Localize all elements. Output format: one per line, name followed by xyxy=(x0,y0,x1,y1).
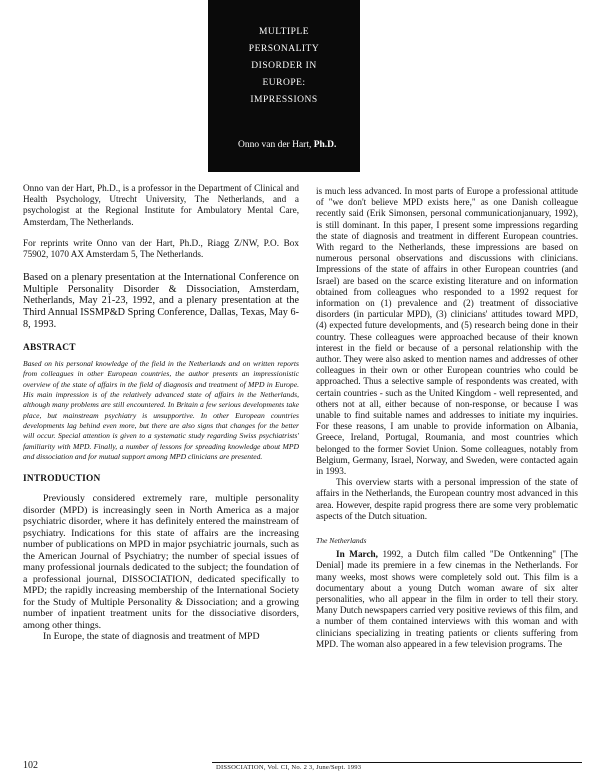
introduction-heading: INTRODUCTION xyxy=(23,474,101,485)
abstract-heading: ABSTRACT xyxy=(23,343,76,354)
byline xyxy=(238,140,336,150)
author-name: Onno van der Hart, xyxy=(238,140,312,150)
title-line-5: IMPRESSIONS xyxy=(250,95,318,105)
netherlands-lead: In March, xyxy=(336,549,378,560)
right-paragraph-2: This overview starts with a personal impression of the state of affairs in the Netherlands, the European country most advanced in this area. However, despite rapid progress there are some very problematic aspects of the Dutch situation. xyxy=(316,477,578,521)
footer-rule xyxy=(212,762,582,763)
title-line-3: DISORDER IN xyxy=(251,61,317,71)
netherlands-paragraph xyxy=(316,549,578,650)
left-column xyxy=(23,183,299,643)
title-line-4: EUROPE: xyxy=(262,78,306,88)
intro-paragraph-2: In Europe, the state of diagnosis and treatment of MPD xyxy=(43,631,260,643)
netherlands-text: 1992, a Dutch film called "De Ontkenning" [The Denial] made its premiere in a few cinemas in the Netherlands. For many weeks, most shows were completely sold out. This film is a documentary about a young Dutch woman aware of six alter personalities, who all appear in the film in order to tell their story. Many Dutch newspapers carried very positive reviews of this film, and a number of them contained interviews with this woman and with clinicians specializing in treating patients or clients suffering from MPD. The woman also appeared in a few television programs. The xyxy=(316,549,578,649)
right-column xyxy=(316,186,578,650)
netherlands-subhead: The Netherlands xyxy=(316,536,367,546)
title-line-2: PERSONALITY xyxy=(248,44,320,54)
author-bio: Onno van der Hart, Ph.D., is a professor in the Department of Clinical and Health Psychology, Utrecht University, The Netherlands, and a psychologist at the Regional Institute for Ambulatory Mental Care, Amsterdam, The Netherlands. xyxy=(23,183,299,227)
intro-paragraph-1: Previously considered extremely rare, multiple personality disorder (MPD) is increasingly seen in North America as a major psychiatric disorder, where it has definitely entered the mainstream of psychiatry. Indications for this state of affairs are the increasing number of publications on MPD in major psychiatric journals, such as the American Journal of Psychiatry; the number of special issues of many professional journals dedicated to the subject; the foundation of a professional journal, DISSOCIATION, dedicated specifically to MPD; the rapidly increasing membership of the International Society for the Study of Multiple Personality & Dissociation; and a growing number of inpatient treatment units for the dissociative disorders, among other things. xyxy=(23,493,299,631)
abstract-text: Based on his personal knowledge of the field in the Netherlands and on written reports from colleagues in other European countries, the author presents an impressionistic overview of the state of affairs in the field of diagnosis and treatment of MPD in Europe. His main impression is of the relatively advanced state of affairs in the Netherlands, although many problems are still encountered. In Britain a few serious developments take place, but mainstream psychiatry is unsupportive. In other European countries developments lag behind even more, but there are also signs that changes for the better will occur. Special attention is given to a systematic study regarding Swiss psychiatrists' familiarity with MPD. Finally, a number of lessons for spreading knowledge about MPD and dissociation and for mutual support among MPD clinicians are presented. xyxy=(23,359,299,461)
page-number: 102 xyxy=(23,760,38,771)
reprints-note: For reprints write Onno van der Hart, Ph.D., Riagg Z/NW, P.O. Box 75902, 1070 AX Amsterdam 5, The Netherlands. xyxy=(23,237,299,260)
presentation-note: Based on a plenary presentation at the International Conference on Multiple Personality Disorder & Dissociation, Amsterdam, Netherlands, May 21-23, 1992, and a plenary presentation at the Third Annual ISSMP&D Spring Conference, Dallas, Texas, May 6-8, 1993. xyxy=(23,272,299,330)
author-degree: Ph.D. xyxy=(313,140,337,150)
right-paragraph-1: is much less advanced. In most parts of Europe a professional attitude of "we don't believe MPD exists here," as one Danish colleague recently said (Erik Simonsen, personal communicationjanuary, 1992), is still dominant. In this paper, I present some impressions regarding the state of diagnosis and treatment in different European countries. With regard to the Netherlands, these impressions are based on numerous personal observations and discussions with clinicians. Impressions of the state of affairs in other European countries (and Israel) are based on the scarce existing literature and on information obtained from colleagues who responded to a 1992 request for information on (1) prevalence and (2) treatment of dissociative disorders (in particular MPD), (3) clinicians' attitudes toward MPD, (4) expected future developments, and (5) research being done in their country. These colleagues were approached because of their known interest in the field or because of a personal relationship with the author. They were also asked to mention names and addresses of other colleagues in their own or other European countries who could be approached. Thus a selective sample of respondents was created, with certain countries - such as the United Kingdom - well represented, and others not at all, either because of non-response, or because I was unable to find suitable names and addresses to initiate my inquiries. For these reasons, I am unable to provide information on Albania, Greece, Ireland, Portugal, Roumania, and most countries which belonged to the former Soviet Union. Some colleagues, notably from Belgium, Germany, Israel, Norway, and Sweden, were contacted again in 1993. xyxy=(316,186,578,477)
journal-footer: DISSOCIATION, Vol. CI, No. 2 3, June/Sept. 1993 xyxy=(216,764,362,771)
title-line-1: MULTIPLE xyxy=(258,27,310,37)
